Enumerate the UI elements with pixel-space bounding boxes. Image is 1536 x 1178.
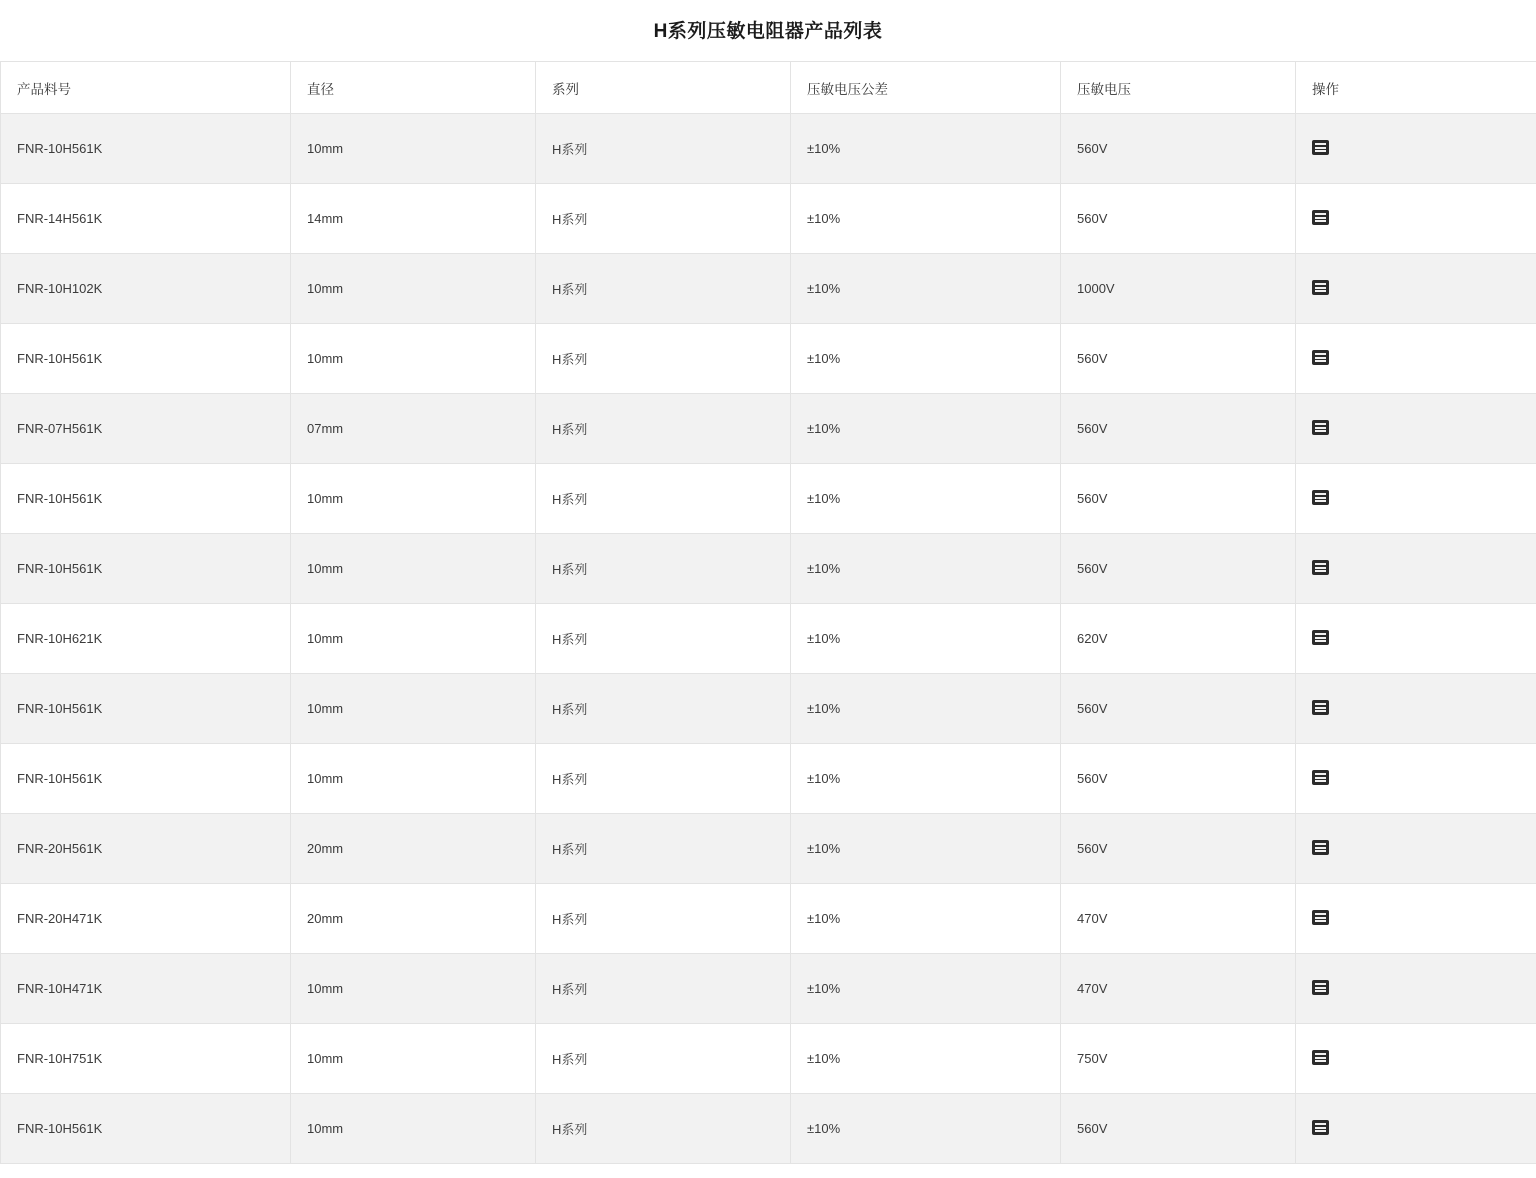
cell-voltage: 560V [1061, 464, 1296, 534]
table-row[interactable] [1, 114, 1536, 184]
cell-diameter: 14mm [291, 184, 536, 254]
cell-actions [1296, 744, 1536, 814]
cell-voltage: 560V [1061, 394, 1296, 464]
cell-series: H系列 [536, 814, 791, 884]
cell-tolerance: ±10% [791, 1094, 1061, 1164]
cell-actions [1296, 674, 1536, 744]
cell-part-no: FNR-07H561K [1, 394, 291, 464]
column-header-tolerance: 压敏电压公差 [791, 62, 1061, 114]
cell-tolerance: ±10% [791, 184, 1061, 254]
cell-tolerance: ±10% [791, 744, 1061, 814]
cell-actions [1296, 184, 1536, 254]
cell-series: H系列 [536, 884, 791, 954]
cell-voltage: 560V [1061, 184, 1296, 254]
cell-voltage: 560V [1061, 534, 1296, 604]
cell-tolerance: ±10% [791, 954, 1061, 1024]
list-rows-icon[interactable] [1312, 490, 1329, 505]
table-row[interactable] [1, 464, 1536, 534]
cell-series: H系列 [536, 464, 791, 534]
cell-tolerance: ±10% [791, 464, 1061, 534]
list-rows-icon[interactable] [1312, 350, 1329, 365]
list-rows-icon[interactable] [1312, 840, 1329, 855]
cell-series: H系列 [536, 674, 791, 744]
cell-actions [1296, 534, 1536, 604]
cell-voltage: 560V [1061, 1094, 1296, 1164]
cell-diameter: 07mm [291, 394, 536, 464]
cell-actions [1296, 1024, 1536, 1094]
cell-actions [1296, 954, 1536, 1024]
cell-part-no: FNR-10H471K [1, 954, 291, 1024]
table-row[interactable] [1, 534, 1536, 604]
cell-part-no: FNR-10H561K [1, 674, 291, 744]
cell-part-no: FNR-14H561K [1, 184, 291, 254]
cell-voltage: 560V [1061, 814, 1296, 884]
cell-diameter: 10mm [291, 604, 536, 674]
cell-diameter: 20mm [291, 884, 536, 954]
list-rows-icon[interactable] [1312, 1120, 1329, 1135]
cell-actions [1296, 254, 1536, 324]
cell-diameter: 10mm [291, 674, 536, 744]
cell-diameter: 10mm [291, 324, 536, 394]
table-row[interactable] [1, 884, 1536, 954]
list-rows-icon[interactable] [1312, 980, 1329, 995]
cell-actions [1296, 114, 1536, 184]
column-header-diameter: 直径 [291, 62, 536, 114]
table-row[interactable] [1, 744, 1536, 814]
cell-voltage: 1000V [1061, 254, 1296, 324]
table-row[interactable] [1, 394, 1536, 464]
cell-tolerance: ±10% [791, 1024, 1061, 1094]
cell-diameter: 10mm [291, 254, 536, 324]
cell-part-no: FNR-10H561K [1, 464, 291, 534]
cell-series: H系列 [536, 954, 791, 1024]
table-header-row [1, 62, 1536, 114]
list-rows-icon[interactable] [1312, 770, 1329, 785]
cell-diameter: 10mm [291, 1024, 536, 1094]
table-row[interactable] [1, 184, 1536, 254]
column-header-series: 系列 [536, 62, 791, 114]
cell-diameter: 20mm [291, 814, 536, 884]
table-row[interactable] [1, 814, 1536, 884]
cell-series: H系列 [536, 114, 791, 184]
cell-part-no: FNR-10H561K [1, 744, 291, 814]
cell-actions [1296, 1094, 1536, 1164]
cell-tolerance: ±10% [791, 254, 1061, 324]
cell-voltage: 750V [1061, 1024, 1296, 1094]
cell-diameter: 10mm [291, 744, 536, 814]
table-row[interactable] [1, 954, 1536, 1024]
cell-part-no: FNR-20H561K [1, 814, 291, 884]
cell-actions [1296, 814, 1536, 884]
list-rows-icon[interactable] [1312, 560, 1329, 575]
table-row[interactable] [1, 1094, 1536, 1164]
table-row[interactable] [1, 604, 1536, 674]
cell-voltage: 560V [1061, 744, 1296, 814]
cell-series: H系列 [536, 394, 791, 464]
cell-tolerance: ±10% [791, 324, 1061, 394]
cell-diameter: 10mm [291, 114, 536, 184]
cell-voltage: 470V [1061, 884, 1296, 954]
cell-series: H系列 [536, 1024, 791, 1094]
table-body [1, 114, 1536, 1164]
cell-series: H系列 [536, 534, 791, 604]
cell-tolerance: ±10% [791, 814, 1061, 884]
cell-tolerance: ±10% [791, 114, 1061, 184]
list-rows-icon[interactable] [1312, 210, 1329, 225]
cell-part-no: FNR-10H561K [1, 1094, 291, 1164]
table-header [1, 62, 1536, 114]
cell-series: H系列 [536, 254, 791, 324]
list-rows-icon[interactable] [1312, 280, 1329, 295]
list-rows-icon[interactable] [1312, 910, 1329, 925]
cell-tolerance: ±10% [791, 884, 1061, 954]
cell-actions [1296, 884, 1536, 954]
cell-voltage: 560V [1061, 324, 1296, 394]
cell-voltage: 470V [1061, 954, 1296, 1024]
column-header-actions: 操作 [1296, 62, 1536, 114]
cell-series: H系列 [536, 604, 791, 674]
cell-part-no: FNR-10H561K [1, 114, 291, 184]
column-header-part-no: 产品料号 [1, 62, 291, 114]
table-row[interactable] [1, 674, 1536, 744]
cell-diameter: 10mm [291, 954, 536, 1024]
cell-part-no: FNR-10H621K [1, 604, 291, 674]
list-rows-icon[interactable] [1312, 700, 1329, 715]
cell-voltage: 560V [1061, 114, 1296, 184]
cell-voltage: 620V [1061, 604, 1296, 674]
list-rows-icon[interactable] [1312, 1050, 1329, 1065]
cell-series: H系列 [536, 1094, 791, 1164]
list-rows-icon[interactable] [1312, 140, 1329, 155]
cell-part-no: FNR-10H751K [1, 1024, 291, 1094]
cell-diameter: 10mm [291, 464, 536, 534]
cell-actions [1296, 464, 1536, 534]
cell-tolerance: ±10% [791, 394, 1061, 464]
cell-part-no: FNR-20H471K [1, 884, 291, 954]
cell-part-no: FNR-10H561K [1, 534, 291, 604]
cell-tolerance: ±10% [791, 534, 1061, 604]
cell-part-no: FNR-10H102K [1, 254, 291, 324]
column-header-voltage: 压敏电压 [1061, 62, 1296, 114]
product-table [0, 61, 1536, 1164]
cell-actions [1296, 324, 1536, 394]
cell-diameter: 10mm [291, 534, 536, 604]
cell-series: H系列 [536, 744, 791, 814]
cell-actions [1296, 604, 1536, 674]
table-row[interactable] [1, 1024, 1536, 1094]
cell-tolerance: ±10% [791, 604, 1061, 674]
page-title: H系列压敏电阻器产品列表 [653, 21, 883, 42]
cell-voltage: 560V [1061, 674, 1296, 744]
cell-actions [1296, 394, 1536, 464]
table-row[interactable] [1, 324, 1536, 394]
list-rows-icon[interactable] [1312, 420, 1329, 435]
cell-diameter: 10mm [291, 1094, 536, 1164]
table-row[interactable] [1, 254, 1536, 324]
list-rows-icon[interactable] [1312, 630, 1329, 645]
cell-series: H系列 [536, 324, 791, 394]
cell-series: H系列 [536, 184, 791, 254]
cell-tolerance: ±10% [791, 674, 1061, 744]
cell-part-no: FNR-10H561K [1, 324, 291, 394]
